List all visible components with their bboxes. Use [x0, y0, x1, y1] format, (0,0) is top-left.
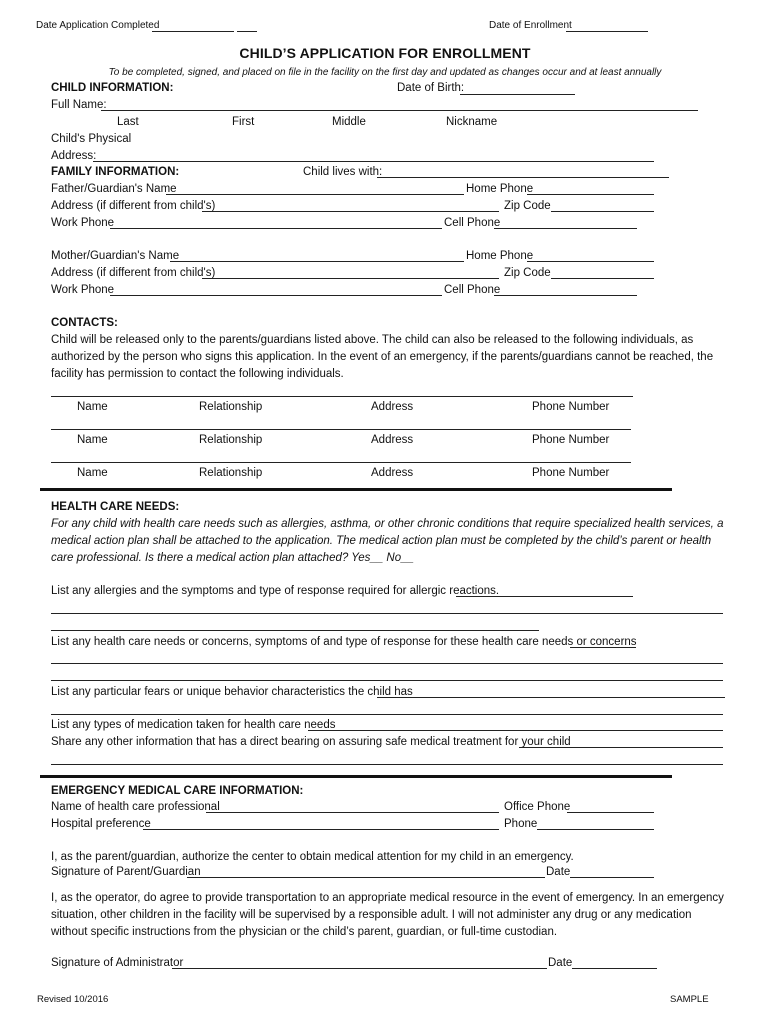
share-field[interactable]: [519, 747, 723, 748]
contact-col-address: Address: [371, 401, 414, 413]
share-question: Share any other information that has a direct bearing on assuring safe medical treatment for your child: [51, 736, 571, 748]
contact-col-relationship: Relationship: [199, 401, 263, 413]
sig-admin-date-label: Date: [548, 957, 573, 969]
mother-work-phone-label: Work Phone: [51, 284, 115, 296]
father-name-field[interactable]: [166, 194, 464, 195]
full-name-label: Full Name:: [51, 99, 107, 111]
contact-col-phone: Phone Number: [532, 467, 610, 479]
hospital-field[interactable]: [143, 829, 499, 830]
section-divider: [40, 488, 672, 491]
needs-question: List any health care needs or concerns, symptoms of and type of response for these health care needs or concerns: [51, 636, 637, 648]
sig-admin-field[interactable]: [172, 968, 547, 969]
mother-work-phone-field[interactable]: [110, 295, 442, 296]
authorize-text: I, as the parent/guardian, authorize the center to obtain medical attention for my child in an emergency.: [51, 851, 574, 863]
mother-name-label: Mother/Guardian's Name: [51, 250, 180, 262]
share-line-2[interactable]: [51, 764, 723, 765]
address-label: Address:: [51, 150, 97, 162]
name-part-last: Last: [117, 116, 139, 128]
needs-field[interactable]: [570, 647, 636, 648]
sig-admin-label: Signature of Administrator: [51, 957, 184, 969]
needs-line-2[interactable]: [51, 663, 723, 664]
health-text: For any child with health care needs such as allergies, asthma, or other chronic conditions that require specialized health services, a medical action plan shall be attached to the application. The medical action plan must be completed by the child’s parent or health care professional. Is there a medical action plan attached? Yes__ No__: [51, 518, 724, 564]
professional-field[interactable]: [206, 812, 499, 813]
father-cell-phone-label: Cell Phone: [444, 217, 501, 229]
date-completed-field[interactable]: [152, 31, 234, 32]
allergies-line-3[interactable]: [51, 630, 539, 631]
father-work-phone-label: Work Phone: [51, 217, 115, 229]
contact-col-phone: Phone Number: [532, 434, 610, 446]
father-zip-label: Zip Code: [504, 200, 551, 212]
fears-question: List any particular fears or unique behavior characteristics the child has: [51, 686, 413, 698]
contact-col-address: Address: [371, 434, 414, 446]
hospital-phone-label: Phone: [504, 818, 538, 830]
health-heading: HEALTH CARE NEEDS:: [51, 501, 180, 513]
sig-parent-date-label: Date: [546, 866, 571, 878]
contact-col-name: Name: [77, 434, 108, 446]
contact-col-phone: Phone Number: [532, 401, 610, 413]
date-completed-field-extra[interactable]: [237, 31, 257, 32]
lives-with-field[interactable]: [377, 177, 669, 178]
father-home-phone-label: Home Phone: [466, 183, 534, 195]
allergies-question: List any allergies and the symptoms and type of response required for allergic reactions.: [51, 585, 500, 597]
lives-with-label: Child lives with:: [303, 166, 383, 178]
sig-parent-label: Signature of Parent/Guardian: [51, 866, 201, 878]
child-info-heading: CHILD INFORMATION:: [51, 82, 174, 94]
mother-address-label: Address (if different from child's): [51, 267, 216, 279]
contacts-text: Child will be released only to the parents/guardians listed above. The child can also be released to the following individuals, as authorized by the person who signs this application. In the event of an emergency, if the parents/guardians cannot be reached, the facility has permission to contact the following individuals.: [51, 334, 714, 380]
father-home-phone-field[interactable]: [527, 194, 654, 195]
full-name-field[interactable]: [101, 110, 698, 111]
name-part-nickname: Nickname: [446, 116, 498, 128]
fears-line-2[interactable]: [51, 714, 723, 715]
father-work-phone-field[interactable]: [110, 228, 442, 229]
mother-cell-phone-field[interactable]: [494, 295, 637, 296]
sig-parent-date-field[interactable]: [570, 877, 654, 878]
dob-field[interactable]: [460, 94, 575, 95]
allergies-field[interactable]: [456, 596, 633, 597]
contact-line-1[interactable]: [51, 396, 633, 397]
allergies-line-2[interactable]: [51, 613, 723, 614]
child-address-field[interactable]: [93, 161, 654, 162]
contact-line-3[interactable]: [51, 462, 631, 463]
hospital-label: Hospital preference: [51, 818, 151, 830]
needs-line-3[interactable]: [51, 680, 723, 681]
hospital-phone-field[interactable]: [537, 829, 654, 830]
sig-parent-field[interactable]: [187, 877, 545, 878]
mother-zip-label: Zip Code: [504, 267, 551, 279]
mother-home-phone-field[interactable]: [527, 261, 654, 262]
contact-col-name: Name: [77, 467, 108, 479]
emergency-heading: EMERGENCY MEDICAL CARE INFORMATION:: [51, 785, 304, 797]
sig-admin-date-field[interactable]: [572, 968, 657, 969]
contact-col-relationship: Relationship: [199, 467, 263, 479]
revised-date: Revised 10/2016: [37, 994, 109, 1005]
mother-home-phone-label: Home Phone: [466, 250, 534, 262]
mother-address-field[interactable]: [202, 278, 499, 279]
dob-label: Date of Birth:: [397, 82, 465, 94]
father-address-field[interactable]: [202, 211, 499, 212]
mother-name-field[interactable]: [170, 261, 464, 262]
father-cell-phone-field[interactable]: [494, 228, 637, 229]
father-name-label: Father/Guardian's Name: [51, 183, 177, 195]
page-title: CHILD’S APPLICATION FOR ENROLLMENT: [239, 45, 531, 61]
fears-field[interactable]: [377, 697, 725, 698]
date-enrollment-label: Date of Enrollment: [489, 20, 572, 31]
contacts-heading: CONTACTS:: [51, 317, 118, 329]
contact-col-name: Name: [77, 401, 108, 413]
date-enrollment-field[interactable]: [566, 31, 648, 32]
father-zip-field[interactable]: [551, 211, 654, 212]
physical-label: Child's Physical: [51, 133, 132, 145]
medication-question: List any types of medication taken for health care needs: [51, 719, 336, 731]
section-divider: [40, 775, 672, 778]
mother-cell-phone-label: Cell Phone: [444, 284, 501, 296]
office-phone-field[interactable]: [567, 812, 654, 813]
page-subtitle: To be completed, signed, and placed on file in the facility on the first day and updated as changes occur and at least annually: [108, 67, 662, 78]
contact-col-relationship: Relationship: [199, 434, 263, 446]
contact-line-2[interactable]: [51, 429, 631, 430]
family-info-heading: FAMILY INFORMATION:: [51, 166, 180, 178]
professional-label: Name of health care professional: [51, 801, 220, 813]
name-part-middle: Middle: [332, 116, 366, 128]
mother-zip-field[interactable]: [551, 278, 654, 279]
sample-mark: SAMPLE: [670, 994, 709, 1005]
name-part-first: First: [232, 116, 255, 128]
date-completed-label: Date Application Completed: [36, 20, 160, 31]
contact-col-address: Address: [371, 467, 414, 479]
operator-text: I, as the operator, do agree to provide transportation to an appropriate medical resource in the event of emergency. In an emergency situation, other children in the facility will be supervised by a responsible adult. I will not administer any drug or any medication without specific instructions from the physician or the child’s parent, guardian, or full-time custodian.: [51, 892, 724, 938]
office-phone-label: Office Phone: [504, 801, 571, 813]
medication-field[interactable]: [308, 730, 723, 731]
father-address-label: Address (if different from child's): [51, 200, 216, 212]
